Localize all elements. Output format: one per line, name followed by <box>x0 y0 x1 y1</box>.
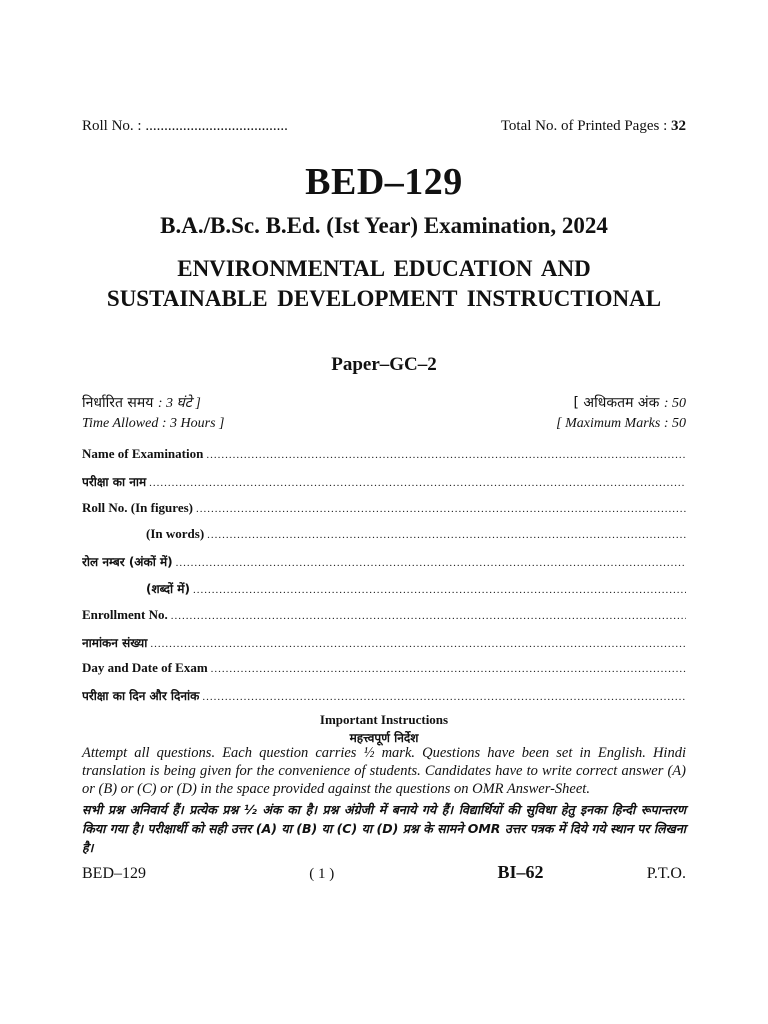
time-value-hindi: : 3 घंटे ] <box>157 396 201 411</box>
instructions-title-hindi: महत्त्वपूर्ण निर्देश <box>349 731 419 745</box>
candidate-fields <box>82 446 686 714</box>
field-label: Roll No. (In figures) <box>82 499 193 515</box>
time-allowed-english: Time Allowed : 3 Hours ] <box>82 416 225 431</box>
field-label: परीक्षा का दिन और दिनांक <box>82 689 200 704</box>
field-row <box>82 634 686 661</box>
series-code: BI–62 <box>497 862 544 882</box>
max-marks-hindi <box>574 393 686 412</box>
time-marks-english <box>82 416 686 432</box>
instructions-title: Important Instructions <box>319 712 449 727</box>
pto-label: P.T.O. <box>646 865 686 882</box>
field-label: नामांकन संख्या <box>82 635 148 650</box>
printed-pages-value: 32 <box>671 118 686 134</box>
instructions-english: Attempt all questions. Each question carries ½ mark. Questions have been set in English. Hindi translation is being given for the convenience of students. Candidates have to write correct answer (A) or (B) or (C) or (D) in the space provided against the questions on OMR Answer-Sheet. <box>82 745 686 797</box>
field-fill-line[interactable] <box>211 663 686 675</box>
field-fill-line[interactable] <box>196 503 686 515</box>
field-label: परीक्षा का नाम <box>82 474 147 489</box>
field-fill-line[interactable] <box>171 610 686 622</box>
page-number: ( 1 ) <box>309 866 335 882</box>
time-marks-hindi <box>82 393 686 412</box>
field-row <box>82 473 686 500</box>
field-row <box>82 526 686 553</box>
field-fill-line[interactable] <box>149 477 686 489</box>
roll-number-label: Roll No. : ...................................... <box>82 118 288 134</box>
field-label: (In words) <box>146 526 205 542</box>
field-row <box>82 687 686 714</box>
exam-name: B.A./B.Sc. B.Ed. (Ist Year) Examination, 2024 <box>160 213 608 238</box>
field-row <box>82 607 686 634</box>
printed-pages-label: Total No. of Printed Pages : <box>500 118 668 134</box>
field-row <box>82 553 686 580</box>
paper-code: BED–129 <box>305 161 463 203</box>
field-row <box>82 660 686 687</box>
field-fill-line[interactable] <box>206 449 686 461</box>
marks-value-hindi: : 50 <box>663 396 686 411</box>
field-fill-line[interactable] <box>193 584 686 596</box>
field-row <box>82 580 686 607</box>
time-allowed-hindi <box>82 393 201 412</box>
page-footer <box>82 862 686 883</box>
field-fill-line[interactable] <box>176 557 686 569</box>
field-row <box>82 446 686 473</box>
field-fill-line[interactable] <box>202 691 686 703</box>
field-row <box>82 500 686 527</box>
field-label: Name of Examination <box>82 446 204 461</box>
field-label: रोल नम्बर (अंकों में) <box>82 555 173 570</box>
subject-title: ENVIRONMENTAL EDUCATION AND SUSTAINABLE DEVELOPMENT INSTRUCTIONAL <box>106 256 662 311</box>
field-label: (शब्दों में) <box>146 581 190 596</box>
field-fill-line[interactable] <box>150 638 686 650</box>
paper-number: Paper–GC–2 <box>331 354 437 375</box>
time-label-hindi: निर्धारित समय <box>82 395 154 411</box>
footer-code: BED–129 <box>82 865 146 882</box>
instructions-hindi: सभी प्रश्न अनिवार्य हैं। प्रत्येक प्रश्न ½ अंक का है। प्रश्न अंग्रेजी में बनाये गये हैं। विद्यार्थियों की सुविधा हेतु इनका हिन्दी रूपान्तरण किया गया है। परीक्षार्थी को सही उत्तर (A) या (B) या (C) या (D) प्रश्न के सामने OMR उत्तर पत्रक में दिये गये स्थान पर लिखना है। <box>82 802 686 855</box>
field-label: Day and Date of Exam <box>82 660 208 676</box>
marks-label-hindi: [ अधिकतम अंक <box>573 395 660 411</box>
field-fill-line[interactable] <box>207 529 686 541</box>
top-line <box>82 118 686 135</box>
field-label: Enrollment No. <box>82 606 168 622</box>
max-marks-english: [ Maximum Marks : 50 <box>556 416 686 431</box>
printed-pages <box>501 118 686 135</box>
